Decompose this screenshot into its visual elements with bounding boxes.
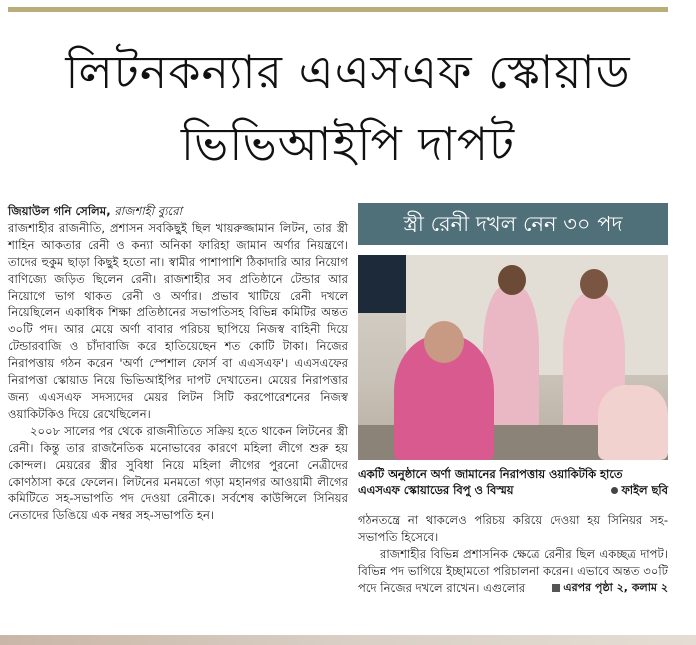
bullet-icon [611, 487, 618, 494]
headline-line-2: ভিভিআইপি দাপট [180, 117, 516, 171]
bottom-photo-strip [0, 635, 696, 645]
article-paragraph: ২০০৮ সালের পর থেকে রাজনীতিতে সক্রিয় হতে থাকেন লিটনের স্ত্রী রেনী। কিন্তু তার রাজনৈতিক মনোভাবের কারণে মহিলা লীগে শুরু হয় কোন্দল। মেয়রের স্ত্রীর সুবিধা নিয়ে মহিলা লীগের পুরনো নেত্রীদের কোণঠাসা করে ফেলেন। লিটনের মনমতো গড়া মহানগর আওয়ামী লীগের কমিটিতে সহ-সভাপতি পদ দেওয়া রেনীকে। সর্বশেষ কাউন্সিলে সিনিয়র নেতাদের ডিঙিয়ে এক নম্বর সহ-সভাপতি হন। [8, 423, 348, 523]
author-name: জিয়াউল গনি সেলিম, [8, 204, 111, 218]
photo-screen [358, 255, 406, 313]
headline-line-1: লিটনকন্যার এএসএফ স্কোয়াড [65, 45, 631, 99]
photo-person-head [580, 269, 608, 299]
photo-credit: ফাইল ছবি [611, 482, 668, 498]
article-paragraph: রাজশাহীর বিভিন্ন প্রশাসনিক ক্ষেত্রে রেনীর ছিল একচ্ছত্র দাপট। বিভিন্ন পদ ভাগিয়ে ইচ্ছামতো পরিচালনা করেন। এভাবে অন্তত ৩০টি পদে নিজের দখলে রাখেন। এগুলোর এরপর পৃষ্ঠা ২, কলাম ২ [358, 546, 668, 595]
sidebar-column [358, 203, 668, 597]
sidebar-banner: স্ত্রী রেনী দখল নেন ৩০ পদ [358, 203, 668, 245]
article-paragraph: গঠনতন্ত্রে না থাকলেও পরিচয় করিয়ে দেওয়া হয় সিনিয়র সহ-সভাপতি হিসেবে। [358, 513, 668, 544]
article-paragraph: রাজশাহীর রাজনীতি, প্রশাসন সবকিছুই ছিল খায়রুজ্জামান লিটন, তার স্ত্রী শাহিন আকতার রেনী ও কন্যা অনিকা ফারিহা জামান অর্ণার নিয়ন্ত্রণে। তাদের হুকুম ছাড়া কিছুই হতো না। স্বামীর পাশাপাশি ঠিকাদারি আর নিয়োগ বাণিজ্যে জড়িত ছিলেন রেনী। রাজশাহীর সব প্রতিষ্ঠানে টেন্ডার আর নিয়োগে ভাগ থাকত রেনী ও অর্ণার। প্রভাব খাটিয়ে রেনী দখলে নিয়েছিলেন একাধিক শিক্ষা প্রতিষ্ঠানের সভাপতিসহ বিভিন্ন কমিটির অন্তত ৩০টি পদ। আর মেয়ে অর্ণা বাবার পরিচয় ছাপিয়ে নিজস্ব বাহিনী দিয়ে টেন্ডারবাজি ও চাঁদাবাজি করে হাতিয়েছেন শত কোটি টাকা। নিজের নিরাপত্তায় গঠন করেন 'অর্ণা স্পেশাল ফোর্স বা এএসএফ'। এএসএফের নিরাপত্তা স্কোয়াড নিয়ে ভিভিআইপির দাপট দেখাতেন। মেয়ের নিরাপত্তার জন্য এএসএফ সদস্যদের মেয়র লিটন সিটি করপোরেশনের নিজস্ব ওয়াকিটকিও দিয়ে রেখেছিলেন। [8, 220, 348, 421]
photo-caption [358, 466, 668, 498]
continuation-jump: এরপর পৃষ্ঠা ২, কলাম ২ [530, 580, 668, 597]
news-photo [358, 255, 668, 460]
top-rule [8, 7, 668, 12]
photo-person [598, 385, 668, 460]
caption-text: একটি অনুষ্ঠানে অর্ণা জামানের নিরাপত্তায় ওয়াকিটকি হাতে এএসএফ স্কোয়াডের বিপু ও বিস্ময় [358, 467, 623, 497]
article-column-left [8, 203, 348, 524]
photo-person-head [424, 321, 464, 363]
byline [8, 203, 348, 220]
square-bullet-icon [552, 584, 560, 592]
photo-person-head [498, 265, 526, 295]
article-column-right [358, 512, 668, 597]
bureau-name: রাজশাহী ব্যুরো [114, 204, 182, 218]
